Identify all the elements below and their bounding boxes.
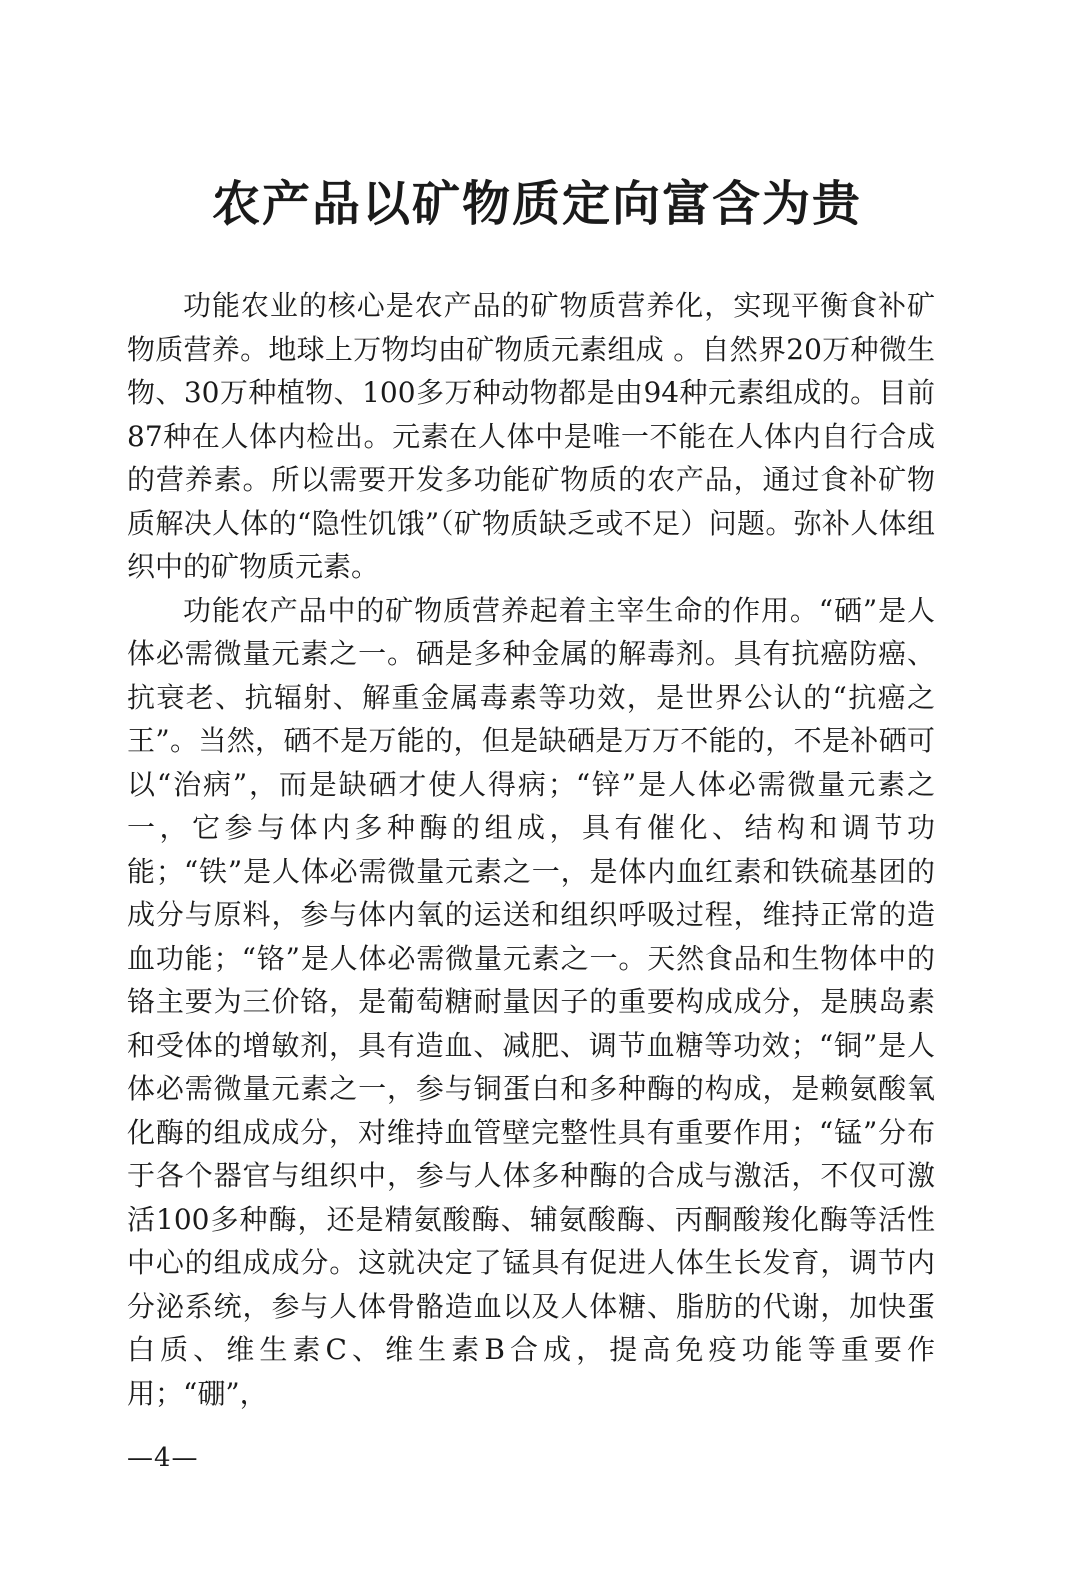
paragraph: 功能农产品中的矿物质营养起着主宰生命的作用。“硒”是人体必需微量元素之一。硒是多种金属的解毒剂。具有抗癌防癌、抗衰老、抗辐射、解重金属毒素等功效，是世界公认的“抗癌之王”。当然，硒不是万能的，但是缺硒是万万不能的，不是补硒可以“治病”，而是缺硒才使人得病；“锌”是人体必需微量元素之一，它参与体内多种酶的组成，具有催化、结构和调节功能；“铁”是人体必需微量元素之一，是体内血红素和铁硫基团的成分与原料，参与体内氧的运送和组织呼吸过程，维持正常的造血功能；“铬”是人体必需微量元素之一。天然食品和生物体中的铬主要为三价铬，是葡萄糖耐量因子的重要构成成分，是胰岛素和受体的增敏剂，具有造血、减肥、调节血糖等功效；“铜”是人体必需微量元素之一，参与铜蛋白和多种酶的构成，是赖氨酸氧化酶的组成成分，对维持血管壁完整性具有重要作用；“锰”分布于各个器官与组织中，参与人体多种酶的合成与激活，不仅可激活100多种酶，还是精氨酸酶、辅氨酸酶、丙酮酸羧化酶等活性中心的组成成分。这就决定了锰具有促进人体生长发育，调节内分泌系统，参与人体骨骼造血以及人体糖、脂肪的代谢，加快蛋白质、维生素C、维生素B合成，提高免疫功能等重要作用；“硼”， bbox=[127, 593, 935, 1410]
body-text bbox=[127, 284, 935, 1415]
page-number: —4— bbox=[127, 1443, 199, 1473]
page-title: 农产品以矿物质定向富含为贵 bbox=[211, 176, 862, 232]
paragraph: 功能农业的核心是农产品的矿物质营养化，实现平衡食补矿物质营养。地球上万物均由矿物质元素组成 。自然界20万种微生物、30万种植物、100多万种动物都是由94种元素组成的。目前87种在人体内检出。元素在人体中是唯一不能在人体内自行合成的营养素。所以需要开发多功能矿物质的农产品，通过食补矿物质解决人体的“隐性饥饿”（矿物质缺乏或不足）问题。弥补人体组织中的矿物质元素。 bbox=[127, 289, 935, 583]
